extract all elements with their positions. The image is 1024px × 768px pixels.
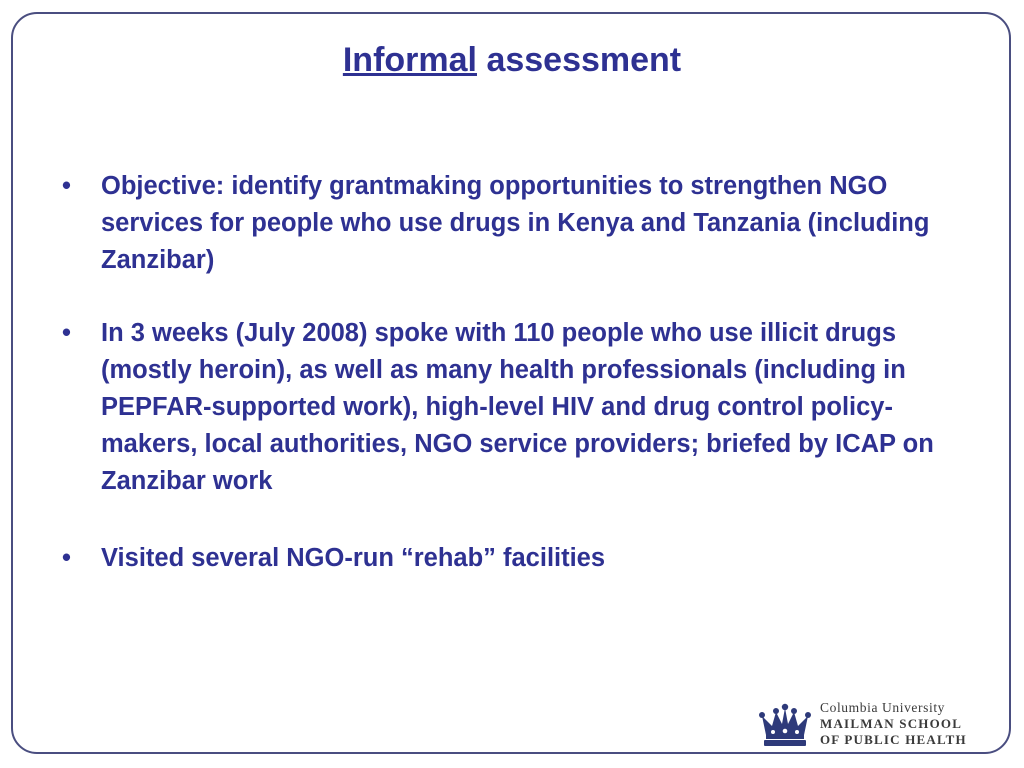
- bullet-marker: •: [62, 319, 71, 347]
- bullet-marker: •: [62, 172, 71, 200]
- bullet-marker: •: [62, 544, 71, 572]
- crown-icon: [756, 702, 814, 750]
- title-rest: assessment: [486, 41, 682, 79]
- logo-line-university: Columbia University: [820, 700, 946, 715]
- slide-title: [0, 38, 1024, 82]
- logo-text: [820, 700, 967, 748]
- columbia-mailman-logo: [756, 700, 996, 750]
- logo-line-public-health: OF PUBLIC HEALTH: [820, 732, 967, 747]
- bullet-text: Visited several NGO-run “rehab” facilities: [101, 544, 606, 572]
- title-underlined-word: Informal: [342, 41, 477, 79]
- bullet-list: [62, 168, 942, 577]
- bullet-item: [62, 315, 942, 500]
- bullet-text: In 3 weeks (July 2008) spoke with 110 people who use illicit drugs (mostly heroin), as well as many health professionals (including in PEPFAR-supported work), high-level HIV and drug control policy-makers, local authorities, NGO service providers; briefed by ICAP on Zanzibar work: [101, 319, 934, 495]
- logo-line-school: MAILMAN SCHOOL: [820, 716, 963, 731]
- bullet-item: [62, 540, 942, 577]
- bullet-text: Objective: identify grantmaking opportunities to strengthen NGO services for people who use drugs in Kenya and Tanzania (including Zanzibar): [101, 172, 930, 274]
- bullet-item: [62, 168, 942, 279]
